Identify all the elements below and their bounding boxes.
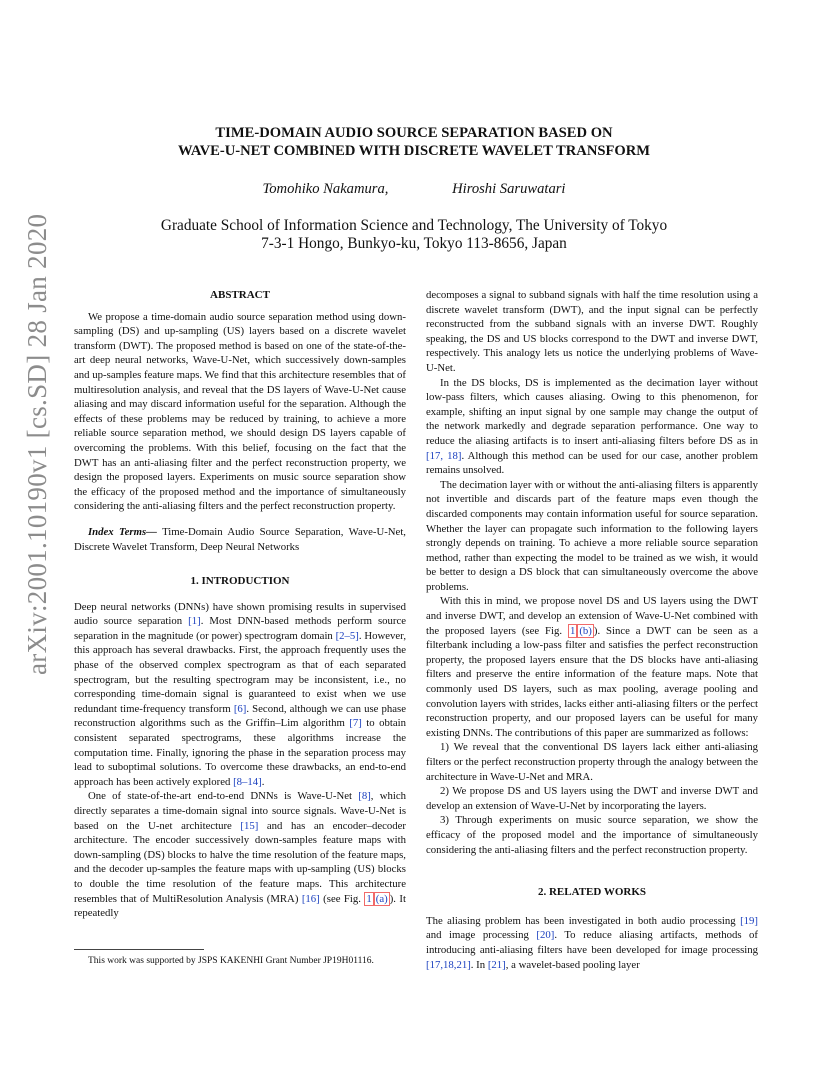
contribution-1: 1) We reveal that the conventional DS layers lack either anti-aliasing filters or the perfect reconstruction property through the analogy between the architecture in Wave-U-Net and MRA. [426, 741, 758, 783]
right-paragraph-3: The decimation layer with or without the anti-aliasing filters is apparently not invertible and discards part of the feature maps even though the discarded components may contain information useful for source separation. Whether the layer can propagate such information to the following layers strongly depends on training. To achieve a more reliable source separation method, rather than expecting the model to be trained as we wish, it would be better to design a DS block that can simultaneously overcome the above problems. [426, 478, 758, 593]
intro-paragraph-2: One of state-of-the-art end-to-end DNNs is Wave-U-Net [8], which directly separates a time-domain signal into source signals. Wave-U-Net is based on the U-net architecture [15] and has an encoder–decoder architecture. The encoder successively down-samples feature maps with down-sampling (DS) blocks to halve the time resolution of the feature maps, and the decoder up-samples the feature maps with up-sampling (US) blocks to double the time resolution of the feature maps. This architecture resembles that of MultiResolution Analysis (MRA) [16] (see Fig. 1 (a) ). It repeatedly [74, 790, 407, 920]
contribution-2: 2) We propose DS and US layers using the DWT and inverse DWT and develop an extension of Wave-U-Net by incorporating the layers. [426, 785, 758, 812]
right-column [426, 288, 758, 972]
citation-link[interactable]: [19] [740, 914, 758, 927]
citation-link[interactable]: [7] [349, 717, 362, 730]
figure-link[interactable]: 1 [569, 624, 576, 637]
figure-link[interactable]: (a) [375, 892, 388, 905]
author-2: Hiroshi Saruwatari [452, 181, 566, 197]
index-terms [74, 525, 406, 554]
footnote-rule [74, 949, 204, 950]
affiliation-line-2: 7-3-1 Hongo, Bunkyo-ku, Tokyo 113-8656, Japan [261, 235, 567, 252]
citation-link[interactable]: [21] [487, 958, 506, 971]
abstract-text: We propose a time-domain audio source separation method using down-sampling (DS) and up-sampling (US) layers based on a discrete wavelet transform (DWT). The proposed method is based on one of the state-of-the-art deep neural networks, Wave-U-Net, which successively down-samples and up-samples feature maps. We find that this architecture resembles that of multiresolution analysis, and reveal that the DS layers of Wave-U-Net cause aliasing and may discard information useful for the separation. Although the effects of these problems may be reduced by training, to achieve a more reliable source separation method, we should design DS layers capable of overcoming the problems. With this belief, focusing on the fact that the DWT has an anti-aliasing filter and the perfect reconstruction property, we design the proposed layers. Experiments on music source separation show the efficacy of the proposed method and the importance of simultaneously considering the anti-aliasing filters and the perfect reconstruction property. [74, 310, 406, 513]
citation-link[interactable]: [8] [358, 790, 371, 803]
footnote: This work was supported by JSPS KAKENHI Grant Number JP19H01116. [88, 956, 374, 966]
citation-link[interactable]: [6] [233, 702, 247, 715]
intro-paragraph-1: Deep neural networks (DNNs) have shown promising results in supervised audio source separation [1]. Most DNN-based methods perform source separation in the magnitude (or power) spectrogram domain [2–5]. However, this approach has several drawbacks. First, the approach frequently uses the phase of the observed complex spectrogram as that of each separated spectrogram, but the resulting spectrogram may be inconsistent, i.e., no corresponding time-domain signal is guaranteed to exist when we use redundant time-frequency transform [6]. Second, although we can use phase reconstruction algorithms such as the Griffin–Lim algorithm [7] to obtain consistent separated spectrograms, these algorithms increase the computation time. Finally, ignoring the phase in the separation process may lead to suboptimal solutions. To overcome these drawbacks, an end-to-end approach has been actively explored [8–14]. [74, 600, 407, 788]
citation-link[interactable]: [16] [301, 892, 320, 905]
related-works-paragraph: The aliasing problem has been investigated in both audio processing [19] and image processing [20]. To reduce aliasing artifacts, methods of introducing anti-aliasing filters have been developed for image processing [17,18,21]. In [21], a wavelet-based pooling layer [426, 914, 759, 971]
authors [0, 181, 828, 198]
paper-title [0, 124, 828, 160]
arxiv-stamp: arXiv:2001.10190v1 [cs.SD] 28 Jan 2020 [22, 213, 52, 675]
citation-link[interactable]: [2–5] [335, 629, 359, 642]
figure-link[interactable]: (b) [579, 624, 592, 637]
contribution-3: 3) Through experiments on music source separation, we show the efficacy of the proposed model and the importance of simultaneously considering the anti-aliasing filters and the perfect reconstruction property. [426, 814, 758, 856]
index-terms-text: Time-Domain Audio Source Separation, Wave-U-Net, Discrete Wavelet Transform, Deep Neural Networks [74, 525, 406, 553]
title-line-2: WAVE-U-NET COMBINED WITH DISCRETE WAVELET TRANSFORM [177, 143, 651, 159]
related-works-heading: 2. RELATED WORKS [537, 886, 647, 899]
right-paragraph-4: With this in mind, we propose novel DS and US layers using the DWT and inverse DWT, and develop an extension of Wave-U-Net combined with the proposed layers (see Fig. 1 (b) ). Since a DWT can be seen as a filterbank including a low-pass filter and satisfies the perfect reconstruction property, the proposed layers ensure that the DS blocks have anti-aliasing filters and preserve the entire information of the feature maps. Note that commonly used DS layers, such as max pooling, average pooling and convolution layers with strides, lacks either anti-aliasing filters or the perfect reconstruction property, and our proposed layers can be useful for many existing DNNs. The contributions of this paper are summarized as follows: [426, 595, 758, 739]
left-column [74, 288, 406, 921]
right-paragraph-1: decomposes a signal to subband signals with half the time resolution using a discrete wavelet transform (DWT), and the input signal can be perfectly reconstructed from the subband signals with an inverse DWT. Roughly speaking, the DS and US blocks correspond to the DWT and inverse DWT, respectively. This analogy lets us notice the underlying problems of Wave-U-Net. [426, 289, 758, 374]
affiliation [0, 217, 828, 253]
index-terms-label: Index Terms— [88, 525, 157, 538]
intro-heading: 1. INTRODUCTION [190, 575, 290, 588]
figure-link[interactable]: 1 [366, 892, 372, 905]
citation-link[interactable]: [17,18,21] [426, 958, 471, 971]
citation-link[interactable]: [17, 18] [426, 449, 462, 462]
affiliation-line-1: Graduate School of Information Science and Technology, The University of Tokyo [160, 217, 668, 234]
citation-link[interactable]: [20] [536, 929, 555, 942]
title-line-1: TIME-DOMAIN AUDIO SOURCE SEPARATION BASED ON [215, 125, 613, 141]
citation-link[interactable]: [8–14] [233, 775, 262, 788]
citation-link[interactable]: [15] [240, 819, 259, 832]
right-paragraph-2: In the DS blocks, DS is implemented as the decimation layer without low-pass filters, which causes aliasing. Owing to this phenomenon, for example, shifting an input signal by one sample may change the output of the network markedly and degrade separation performance. One way to reduce the aliasing artifacts is to insert anti-aliasing filters before DS as in [17, 18]. Although this method can be used for our case, another problem remains unsolved. [426, 376, 758, 477]
citation-link[interactable]: [1] [188, 615, 201, 628]
author-1: Tomohiko Nakamura, [262, 181, 389, 197]
abstract-heading: ABSTRACT [210, 289, 270, 301]
